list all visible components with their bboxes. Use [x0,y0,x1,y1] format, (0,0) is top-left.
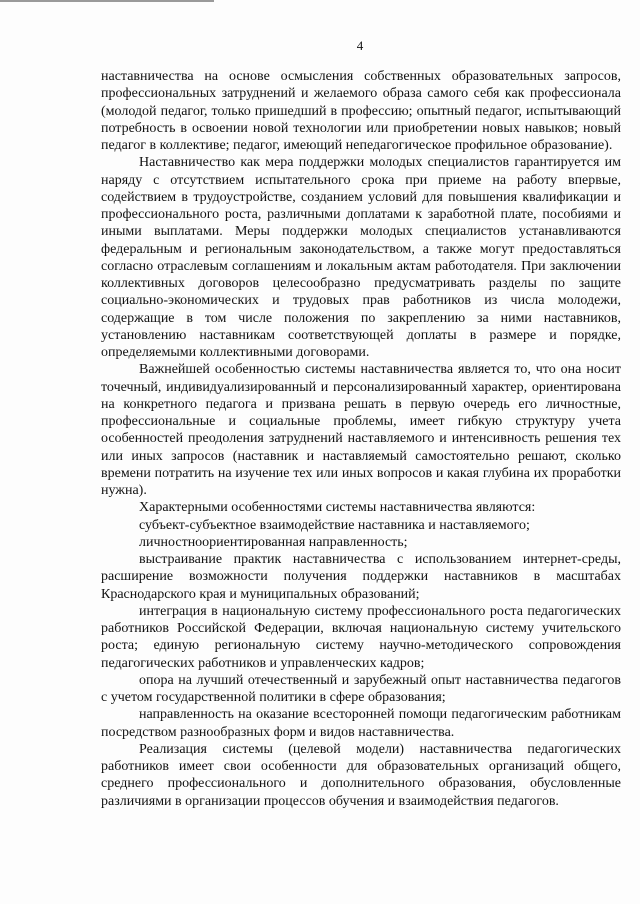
list-item-personal-orientation: личностноориентированная направленность; [139,534,408,550]
paragraph-key-feature: Важнейшей особенностью системы наставничества является то, что она носит точечный, индивидуализированный и персонализированный характер, ориентирована на конкретного педагога и призвана решать в первую очередь его личностные, профессиональные и социальные проблемы, имеет гибкую структуру учета особенностей преодоления затруднений наставляемого и интенсивность решения тех или иных запросов (наставник и наставляемый самостоятельно решают, сколько времени потратить на изучение тех или иных вопросов и какая глубина их проработки нужна). [101,362,621,498]
paragraph-features-intro: Характерными особенностями системы наставничества являются: [139,500,536,516]
list-item-best-experience: опора на лучший отечественный и зарубежный опыт наставничества педагогов с учетом государственной политики в сфере образования; [101,672,621,705]
list-item-comprehensive-help: направленность на оказание всесторонней помощи педагогическим работникам посредством разнообразных форм и видов наставничества. [101,707,621,740]
paragraph-continuation: наставничества на основе осмысления собственных образовательных запросов, профессиональных затруднений и желаемого образа самого себя как профессионала (молодой педагог, только пришедший в профессию; опытный педагог, испытывающий потребность в освоении новой технологии или приобретении новых навыков; новый педагог в коллективе; педагог, имеющий непедагогическое профильное образование). [101,69,621,153]
list-item-national-integration: интеграция в национальную систему профессионального роста педагогических работников Российской Федерации, включая национальную систему учительского роста; единую региональную систему научно-методического сопровождения педагогических работников и управленческих кадров; [101,603,621,671]
body-text [101,68,621,810]
paragraph-implementation: Реализация системы (целевой модели) наставничества педагогических работников имеет свои особенности для образовательных организаций общего, среднего профессионального и дополнительного образования, обусловленные различиями в организации процессов обучения и взаимодействия педагогов. [101,741,621,809]
page-number: 4 [356,38,364,53]
paragraph-support-measures: Наставничество как мера поддержки молодых специалистов гарантируется им наряду с отсутствием испытательного срока при приеме на работу впервые, содействием в трудоустройстве, созданием условий для повышения квалификации и профессионального роста, различными доплатами к заработной плате, пособиями и иными выплатами. Меры поддержки молодых специалистов устанавливаются федеральным и региональным законодательством, а также могут предоставляться согласно отраслевым соглашениям и локальным актам работодателя. При заключении коллективных договоров целесообразно предусматривать разделы по защите социально-экономических и трудовых прав работников из числа молодежи, содержащие в том числе положения по закреплению за ними наставников, установлению наставникам соответствующей доплаты в размере и порядке, определяемыми коллективными договорами. [101,155,621,360]
list-item-internet-practices: выстраивание практик наставничества с использованием интернет-среды, расширение возможности получения поддержки наставников в масштабах Краснодарского края и муниципальных образований; [101,552,621,602]
list-item-subject-interaction: субъект-субъектное взаимодействие наставника и наставляемого; [139,517,530,533]
top-rule-line [0,0,214,2]
